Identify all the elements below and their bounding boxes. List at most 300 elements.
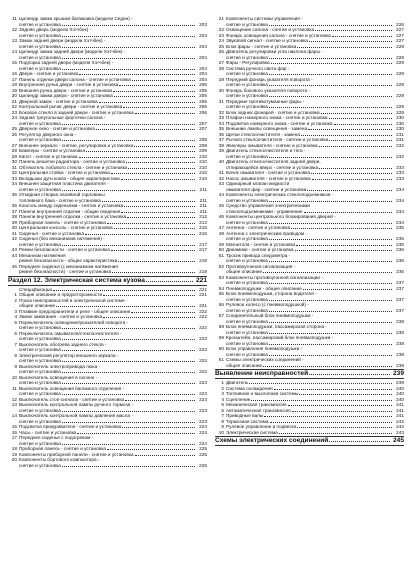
entry-title: Система ручного света фар - (226, 65, 290, 71)
entry-page-number: 217 (199, 241, 207, 247)
entry-page-number: 235 (396, 241, 404, 247)
entry-number: 45 (11, 263, 17, 269)
dot-leader (292, 411, 392, 412)
dot-leader (329, 140, 392, 141)
entry-title: Выключатель освещения багажного отделения - (19, 385, 125, 391)
entry-number: 10 (218, 429, 224, 435)
entry-page-number: 225 (199, 462, 207, 468)
dot-leader (264, 416, 392, 417)
dot-leader (319, 168, 392, 169)
dot-leader (131, 312, 195, 313)
dot-leader (288, 405, 392, 406)
dot-leader (269, 355, 392, 356)
section-page-number: 239 (392, 370, 404, 377)
entry-number: 30 (218, 87, 224, 93)
entry-number: 6 (14, 330, 17, 336)
entry-page-number: 234 (396, 219, 404, 225)
entry-number: 11 (12, 385, 17, 391)
dot-leader (297, 47, 392, 48)
entry-page-number: 240 (396, 391, 404, 396)
dot-leader (271, 63, 392, 64)
entry-title: Панель решетки радиатора - снятие и установка (19, 159, 126, 164)
entry-number: 2 (14, 297, 17, 303)
entry-page-number: 223 (199, 396, 207, 402)
entry-title: общее описание (226, 362, 263, 368)
entry-number: 60 (218, 346, 224, 351)
entry-title: Выключатель стоп-сигнала - снятие и установка (19, 396, 125, 402)
entry-number: 42 (218, 175, 224, 181)
dot-leader (62, 124, 195, 125)
entry-title: Передний фонарь указателя поворота - (226, 76, 313, 82)
entry-title: Блок пневмоподушки, пассажирская сторона - (226, 324, 327, 329)
entry-page-number: 234 (396, 197, 404, 203)
entry-page-number: 224 (199, 424, 207, 429)
entry-number: 45 (218, 203, 224, 208)
dot-leader (62, 69, 195, 70)
entry-title: Общие описание и предосторожности (19, 292, 103, 297)
entry-page-number: 212 (199, 214, 207, 219)
dot-leader (113, 91, 195, 92)
dot-leader (307, 190, 392, 191)
entry-title: снятие и установка (19, 369, 61, 374)
dot-leader (269, 201, 392, 202)
entry-title: снятие и установка (19, 418, 61, 424)
dot-leader (62, 444, 195, 445)
entry-title: Компоненты бортового компьютера - (19, 457, 100, 462)
toc-entry (8, 269, 207, 275)
entry-page-number: 222 (199, 369, 207, 374)
entry-number: 40 (218, 159, 224, 164)
entry-number: 20 (11, 457, 17, 462)
entry-title: Противоугонная сигнализация - (226, 263, 296, 269)
dot-leader (62, 422, 195, 423)
dot-leader (102, 201, 195, 202)
entry-title: Насос омывателя - снятие и установка (226, 175, 311, 181)
dot-leader (329, 441, 390, 442)
dot-leader (62, 140, 195, 141)
entry-number: 23 (11, 109, 17, 115)
entry-number: 32 (11, 170, 17, 175)
entry-number: 42 (11, 236, 17, 241)
entry-page-number: 230 (396, 120, 404, 126)
entry-title: Контрольный рычаг двери - снятие и установка (19, 104, 123, 109)
entry-number: 35 (11, 192, 17, 197)
entry-title: Сиденья (без механизмов натяжения) - (19, 236, 105, 241)
entry-title: Подсветка номерного знака - снятие и установка (226, 120, 333, 126)
dot-leader (269, 74, 392, 75)
entry-page-number: 235 (396, 236, 404, 241)
entry-title: снятие и установка (19, 54, 61, 60)
dot-leader (62, 328, 195, 329)
section-heading-title: Выявление неисправностей (215, 370, 309, 377)
entry-page-number: 204 (199, 54, 207, 60)
entry-number: 1 (221, 380, 224, 385)
entry-title: снятие и установка (19, 43, 61, 49)
entry-number: 34 (218, 120, 224, 126)
entry-number: 18 (11, 446, 17, 451)
section-heading (8, 276, 207, 286)
entry-number: 37 (218, 137, 224, 142)
entry-title: Центральная консоль - снятие и установка (19, 225, 113, 230)
entry-number: 13 (11, 38, 17, 43)
dot-leader (269, 261, 392, 262)
entry-page-number: 221 (199, 303, 207, 308)
entry-title: снятие и установка (19, 120, 61, 126)
dot-leader (329, 118, 392, 119)
entry-title: Двигатель регулировки угла наклона фары - (226, 49, 323, 54)
dot-leader (134, 146, 195, 147)
dot-leader (269, 300, 392, 301)
entry-page-number: 219 (199, 258, 207, 263)
entry-title: снятие и установка (19, 186, 61, 192)
entry-number: 19 (11, 451, 17, 457)
entry-number: 41 (218, 170, 224, 175)
entry-title: Капот - снятие и установка (19, 153, 78, 159)
entry-number: 9 (14, 363, 17, 369)
dot-leader (103, 317, 195, 318)
entry-number: 25 (218, 43, 224, 49)
dot-leader (269, 333, 392, 334)
entry-page-number: 225 (199, 446, 207, 451)
entry-title: Одинарный клапан жидкости (226, 181, 290, 186)
entry-number: 7 (221, 413, 224, 418)
entry-title: Механизм натяжения (19, 252, 66, 258)
entry-number: 1 (14, 292, 17, 297)
dot-leader (251, 400, 392, 401)
section-heading-title: Раздел 12. Электрическая система кузова (8, 276, 145, 284)
entry-page-number: 210 (199, 175, 207, 181)
entry-number: 10 (11, 374, 17, 380)
dot-leader (103, 295, 195, 296)
toc-entry (8, 463, 207, 469)
entry-title: Компоненты приборной панели - снятие и установка (19, 451, 134, 457)
entry-title: Двери - снятие и установка (19, 71, 79, 76)
entry-page-number: 208 (199, 137, 207, 142)
entry-page-number: 206 (199, 98, 207, 104)
entry-page-number: 231 (396, 131, 404, 137)
entry-page-number: 240 (396, 385, 404, 391)
entry-title: Приводные валы (226, 413, 264, 418)
entry-title: снятие и установка (19, 440, 61, 446)
dot-leader (269, 239, 392, 240)
dot-leader (263, 272, 392, 273)
entry-title: Кронштейн, пассажирский блок пневмоподушки - (226, 335, 334, 340)
entry-title: Приборная панель - снятие и установка (19, 446, 106, 451)
entry-page-number: 237 (396, 280, 404, 285)
dot-leader (62, 466, 195, 467)
entry-title: отпирающейся вверх - снятие и установка (226, 164, 319, 170)
entry-title: Блок управления пневмоподушки - (226, 346, 303, 351)
entry-title: Вкладыши дуги кокпа - общее характеристики (19, 175, 120, 181)
entry-number: 33 (11, 175, 17, 181)
entry-page-number: 233 (396, 170, 404, 175)
entry-number: 3 (221, 391, 224, 396)
entry-title: снятие и установка (19, 380, 61, 385)
entry-title: снятие и установка (19, 358, 61, 363)
dot-leader (123, 107, 195, 108)
entry-number: 15 (11, 60, 17, 65)
entry-title: Компоненты центрального блокирования дверей - (226, 214, 336, 219)
toc-left-column (8, 16, 207, 468)
dot-leader (62, 47, 195, 48)
dot-leader (99, 102, 195, 103)
entry-number: 14 (11, 49, 17, 54)
entry-title: снятие и установка (226, 307, 268, 313)
entry-page-number: 239 (396, 362, 404, 368)
dot-leader (62, 361, 195, 362)
dot-leader (62, 36, 195, 37)
entry-number: 52 (218, 263, 224, 269)
entry-number: 8 (14, 352, 17, 358)
dot-leader (62, 25, 195, 26)
entry-page-number: 211 (199, 186, 207, 192)
entry-number: 48 (218, 230, 224, 236)
entry-title: Блок задних фонарей - снятие и установка (226, 109, 320, 115)
entry-number: 22 (11, 104, 17, 109)
entry-title: Панели внутренней отделки - общие сведения (19, 208, 121, 214)
entry-title: общее описание (226, 269, 263, 274)
dot-leader (62, 411, 195, 412)
entry-number: 26 (218, 49, 224, 54)
entry-page-number: 229 (396, 93, 404, 98)
entry-title: Двигатель (226, 380, 249, 385)
entry-number: 37 (11, 208, 17, 214)
entry-title: Выключатель контрольной лампы ручного тормоза - (19, 402, 134, 407)
entry-number: 38 (218, 142, 224, 148)
dot-leader (62, 350, 195, 351)
entry-title: Внешние лампы освещения - замена (226, 126, 308, 131)
entry-title: Освещение салона - снятие и установка (226, 27, 315, 32)
entry-title: Компоненты противоугонной сигнализации - (226, 274, 323, 280)
entry-page-number: 223 (199, 418, 207, 424)
entry-title: ремня безопасности) - снятие и установка (19, 269, 112, 274)
entry-title: Внешняя защитная пластина двигателя - (19, 181, 109, 186)
entry-title: Цилиндр замка двери - снятие и установка (19, 93, 113, 98)
entry-title: Тросик привода спидометра - (226, 252, 291, 258)
dot-leader (269, 344, 392, 345)
entry-title: Рулевое управление и подвеска (226, 424, 297, 429)
entry-page-number: 234 (396, 186, 404, 192)
dot-leader (135, 113, 195, 114)
entry-page-number: 210 (199, 159, 207, 164)
entry-number: 23 (218, 32, 224, 38)
entry-number: 27 (218, 60, 224, 65)
entry-page-number: 232 (396, 153, 404, 159)
entry-number: 47 (218, 225, 224, 230)
dot-leader (269, 107, 392, 108)
entry-page-number: 209 (199, 148, 207, 153)
dot-leader (114, 228, 195, 229)
entry-title: Плавкие предохранители и реле - общее описание (19, 308, 131, 314)
entry-number: 40 (11, 225, 17, 230)
dot-leader (304, 212, 392, 213)
entry-title: Переключатель освещения/указателей поворота - (19, 319, 129, 325)
entry-page-number: 205 (199, 82, 207, 87)
entry-number: 16 (11, 71, 17, 76)
entry-page-number: 226 (396, 21, 404, 27)
entry-title: снятие и установка (226, 318, 268, 324)
entry-title: Боковое стекло в задней двери - снятие и установка (19, 109, 134, 115)
entry-number: 21 (218, 16, 224, 21)
entry-number: 11 (12, 16, 17, 21)
entry-title: снятие и установка (226, 296, 268, 302)
entry-title: Топливная и выхлопная системы (226, 391, 299, 396)
entry-page-number: 210 (199, 164, 207, 170)
entry-title: Схемы электрических соединений - (226, 357, 304, 362)
entry-number: 44 (218, 192, 224, 197)
entry-title: Сиденья - снятие и установка (19, 230, 84, 236)
entry-page-number: 236 (396, 258, 404, 263)
entry-title: Передние противотуманные фары - (226, 98, 305, 104)
entry-number: 5 (221, 402, 224, 407)
entry-page-number: 205 (199, 87, 207, 93)
entry-page-number: 204 (199, 71, 207, 76)
entry-title: снятие и установка (226, 329, 268, 335)
entry-page-number: 203 (199, 32, 207, 38)
entry-page-number: 210 (199, 153, 207, 159)
entry-title: топливного бака - снятие и установка (19, 197, 101, 203)
entry-page-number: 211 (199, 203, 207, 208)
dot-leader (56, 306, 195, 307)
toc-right-column (215, 16, 404, 447)
entry-number: 55 (218, 291, 224, 296)
dot-leader (321, 113, 392, 114)
entry-title: Механическая трансмиссия (226, 402, 287, 407)
entry-title: Бамперы - снятие и установка (19, 148, 86, 153)
entry-page-number: 222 (199, 358, 207, 363)
dot-leader (85, 234, 195, 235)
entry-page-number: 229 (396, 60, 404, 65)
dot-leader (135, 455, 195, 456)
entry-page-number: 243 (396, 429, 404, 435)
entry-title: Приборная панель - снятие и установка (19, 219, 106, 225)
entry-number: 12 (11, 396, 17, 402)
dot-leader (107, 223, 195, 224)
entry-title: Регулятор дверного окна - (19, 131, 77, 137)
section-heading (215, 436, 404, 446)
entry-title: снятие и установка (226, 197, 268, 203)
entry-number: 6 (221, 407, 224, 413)
entry-title: снятие и установка (226, 219, 268, 225)
dot-leader (124, 206, 195, 207)
entry-page-number: 233 (396, 164, 404, 170)
dot-leader (77, 433, 195, 434)
entry-page-number: 228 (396, 54, 404, 60)
entry-number: 33 (218, 115, 224, 120)
entry-page-number: 217 (199, 247, 207, 252)
entry-number: 44 (11, 252, 17, 258)
entry-number: 41 (11, 230, 17, 236)
entry-title: Внешняя ручка двери - снятие и установка (19, 87, 113, 93)
section-page-number: 221 (195, 276, 207, 284)
entry-page-number: 230 (396, 115, 404, 120)
dot-leader (118, 261, 195, 262)
entry-page-number: 211 (199, 197, 207, 203)
entry-title: снятие и установка (19, 21, 61, 27)
entry-title: Звуковой сигнал - снятие и установка (226, 38, 308, 43)
entry-title: Плафон номерного знака - снятие и установка (226, 115, 328, 120)
entry-number: 59 (218, 335, 224, 340)
entry-page-number: 227 (396, 38, 404, 43)
entry-title: снятие и установка (19, 336, 61, 341)
entry-title: Сцепление (226, 396, 251, 402)
dot-leader (62, 394, 195, 395)
entry-page-number: 237 (396, 307, 404, 313)
dot-leader (269, 283, 392, 284)
entry-title: Цилиндр замка крышки багажника (модели Седан) - (19, 16, 133, 21)
entry-title: снятие и установка (226, 280, 268, 285)
entry-title: Обтекатель лобового стекла - снятие и установка (19, 164, 128, 170)
dot-leader (121, 212, 195, 213)
entry-number: 56 (218, 302, 224, 307)
dot-leader (291, 228, 392, 229)
dot-leader (263, 366, 392, 367)
entry-title: Выключатель освещения в салоне - (19, 374, 98, 380)
entry-page-number: 233 (396, 175, 404, 181)
entry-number: 21 (11, 98, 17, 104)
entry-title: Компоненты системы управления - (226, 16, 303, 21)
entry-title: Ремни безопасности - снятие и установка (19, 247, 110, 252)
entry-page-number: 207 (199, 126, 207, 131)
entry-number: 16 (11, 429, 17, 435)
entry-title: Дверное окно - снятие и установка (19, 126, 95, 131)
dot-leader (62, 58, 195, 59)
entry-title: Магнитола - снятие и установка (226, 241, 296, 247)
entry-number: 31 (11, 164, 17, 170)
entry-page-number: 222 (199, 325, 207, 330)
entry-page-number: 203 (199, 21, 207, 27)
toc-entry (215, 363, 404, 369)
dot-leader (86, 151, 195, 152)
entry-page-number: 241 (396, 413, 404, 418)
dot-leader (112, 272, 195, 273)
entry-title: Поиск неисправностей в электрической системе - (19, 297, 128, 303)
entry-number: 43 (218, 181, 224, 186)
entry-title: Жиклеры омывателя - снятие и установка (226, 142, 318, 148)
dot-leader (279, 433, 392, 434)
entry-number: 25 (11, 126, 17, 131)
entry-page-number: 222 (199, 308, 207, 314)
entry-page-number: 240 (396, 396, 404, 402)
entry-page-number: 237 (396, 285, 404, 291)
entry-title: снятие и установка (19, 137, 61, 142)
entry-title: Подпорка задней двери (модели Хэтчбек) - (19, 60, 114, 65)
entry-title: Цилиндр замка задней двери (модели Хэтчбек) - (19, 49, 126, 54)
entry-number: 61 (218, 357, 224, 362)
entry-page-number: 205 (199, 93, 207, 98)
entry-page-number: 227 (396, 32, 404, 38)
dot-leader (62, 372, 195, 373)
entry-page-number: 204 (199, 65, 207, 71)
entry-title: снятие и установка (19, 347, 61, 352)
dot-leader (332, 36, 392, 37)
entry-title: Замок задней двери (модели Хэтчбек) - (19, 38, 106, 43)
entry-number: 2 (221, 385, 224, 391)
entry-number: 17 (11, 435, 17, 440)
entry-number: 58 (218, 324, 224, 329)
dot-leader (114, 96, 195, 97)
dot-leader (122, 427, 195, 428)
entry-page-number: 237 (396, 296, 404, 302)
entry-title: Часы - снятие и установка (19, 429, 77, 435)
entry-title: Пневмоподушки - общее описание (226, 285, 302, 291)
dot-leader (96, 129, 195, 130)
entry-title: снятие и установка (19, 65, 61, 71)
entry-page-number: 238 (396, 340, 404, 346)
entry-page-number: 219 (199, 269, 207, 274)
entry-title: Динамики - снятие и установка (226, 247, 294, 252)
dot-leader (132, 80, 195, 81)
